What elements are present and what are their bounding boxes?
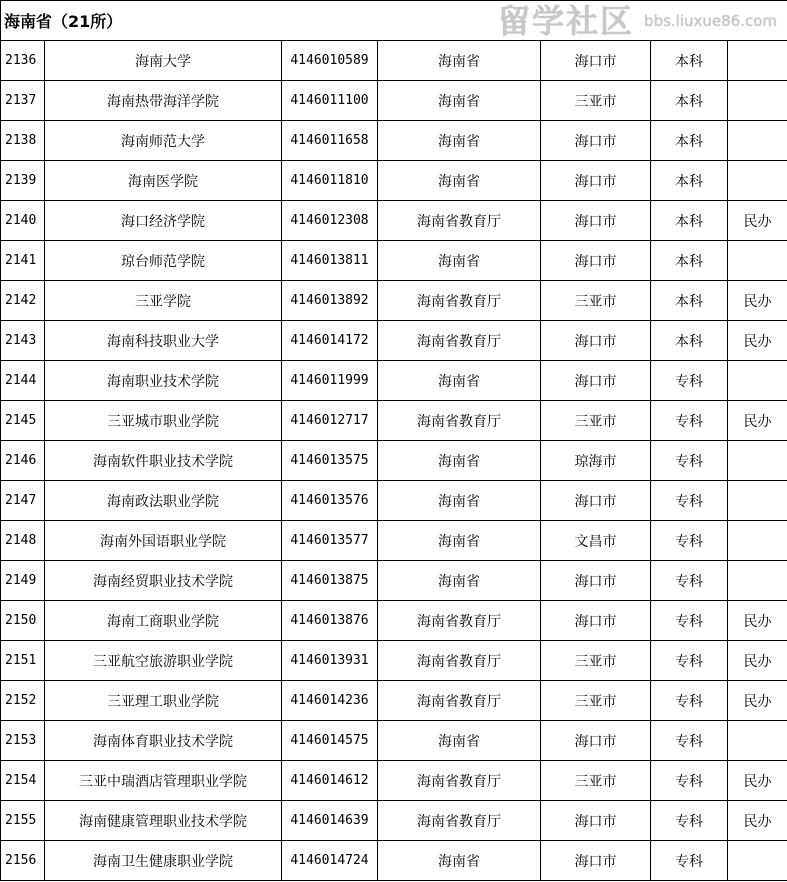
school-name: 海南热带海洋学院 <box>45 81 282 121</box>
table-row <box>1 321 787 361</box>
row-number: 2155 <box>1 801 45 841</box>
remark <box>728 441 787 481</box>
title-wrap <box>4 1 787 40</box>
row-number: 2142 <box>1 281 45 321</box>
table-row <box>1 561 787 601</box>
school-name: 三亚城市职业学院 <box>45 401 282 441</box>
school-name: 海南体育职业技术学院 <box>45 721 282 761</box>
level: 专科 <box>651 801 728 841</box>
school-code: 4146014575 <box>282 721 378 761</box>
authority: 海南省 <box>378 521 541 561</box>
level: 本科 <box>651 281 728 321</box>
authority: 海南省 <box>378 361 541 401</box>
remark <box>728 481 787 521</box>
remark <box>728 161 787 201</box>
remark: 民办 <box>728 281 787 321</box>
level: 专科 <box>651 721 728 761</box>
level: 专科 <box>651 401 728 441</box>
school-code: 4146014612 <box>282 761 378 801</box>
school-name: 海南师范大学 <box>45 121 282 161</box>
watermark-url: bbs.liuxue86.com <box>644 11 778 30</box>
remark <box>728 361 787 401</box>
level: 专科 <box>651 641 728 681</box>
row-number: 2144 <box>1 361 45 401</box>
authority: 海南省教育厅 <box>378 321 541 361</box>
table-row <box>1 841 787 881</box>
location: 海口市 <box>541 481 651 521</box>
row-number: 2138 <box>1 121 45 161</box>
section-title: 海南省（21所） <box>4 12 123 31</box>
row-number: 2146 <box>1 441 45 481</box>
location: 海口市 <box>541 41 651 81</box>
row-number: 2149 <box>1 561 45 601</box>
remark <box>728 561 787 601</box>
authority: 海南省 <box>378 441 541 481</box>
remark: 民办 <box>728 641 787 681</box>
location: 海口市 <box>541 561 651 601</box>
school-code: 4146011810 <box>282 161 378 201</box>
school-code: 4146013575 <box>282 441 378 481</box>
location: 海口市 <box>541 801 651 841</box>
row-number: 2151 <box>1 641 45 681</box>
school-name: 海南卫生健康职业学院 <box>45 841 282 881</box>
row-number: 2148 <box>1 521 45 561</box>
watermark-text: 留学社区 <box>498 1 635 40</box>
location: 三亚市 <box>541 281 651 321</box>
table-row <box>1 641 787 681</box>
authority: 海南省 <box>378 481 541 521</box>
table-row <box>1 481 787 521</box>
remark <box>728 241 787 281</box>
row-number: 2136 <box>1 41 45 81</box>
remark <box>728 841 787 881</box>
school-code: 4146013892 <box>282 281 378 321</box>
remark <box>728 41 787 81</box>
table-row <box>1 161 787 201</box>
location: 三亚市 <box>541 681 651 721</box>
remark: 民办 <box>728 601 787 641</box>
school-code: 4146013875 <box>282 561 378 601</box>
remark: 民办 <box>728 401 787 441</box>
location: 海口市 <box>541 201 651 241</box>
location: 海口市 <box>541 721 651 761</box>
level: 专科 <box>651 441 728 481</box>
remark: 民办 <box>728 681 787 721</box>
remark: 民办 <box>728 761 787 801</box>
table-row <box>1 521 787 561</box>
level: 本科 <box>651 321 728 361</box>
school-code: 4146012308 <box>282 201 378 241</box>
location: 三亚市 <box>541 761 651 801</box>
row-number: 2153 <box>1 721 45 761</box>
school-code: 4146014639 <box>282 801 378 841</box>
school-code: 4146011999 <box>282 361 378 401</box>
level: 专科 <box>651 761 728 801</box>
table-row <box>1 41 787 81</box>
row-number: 2141 <box>1 241 45 281</box>
table-row <box>1 201 787 241</box>
row-number: 2139 <box>1 161 45 201</box>
school-name: 海南工商职业学院 <box>45 601 282 641</box>
authority: 海南省教育厅 <box>378 801 541 841</box>
row-number: 2156 <box>1 841 45 881</box>
row-number: 2137 <box>1 81 45 121</box>
school-code: 4146013931 <box>282 641 378 681</box>
authority: 海南省 <box>378 561 541 601</box>
authority: 海南省 <box>378 241 541 281</box>
row-number: 2143 <box>1 321 45 361</box>
table-row <box>1 361 787 401</box>
school-name: 海南健康管理职业技术学院 <box>45 801 282 841</box>
authority: 海南省教育厅 <box>378 281 541 321</box>
school-name: 三亚中瑞酒店管理职业学院 <box>45 761 282 801</box>
authority: 海南省教育厅 <box>378 401 541 441</box>
level: 本科 <box>651 241 728 281</box>
row-number: 2150 <box>1 601 45 641</box>
table-row <box>1 441 787 481</box>
remark <box>728 521 787 561</box>
remark: 民办 <box>728 801 787 841</box>
level: 专科 <box>651 361 728 401</box>
section-title-row <box>1 1 787 41</box>
remark <box>728 121 787 161</box>
level: 专科 <box>651 841 728 881</box>
school-code: 4146014172 <box>282 321 378 361</box>
row-number: 2145 <box>1 401 45 441</box>
school-code: 4146011100 <box>282 81 378 121</box>
remark: 民办 <box>728 321 787 361</box>
table-row <box>1 401 787 441</box>
authority: 海南省 <box>378 41 541 81</box>
authority: 海南省教育厅 <box>378 761 541 801</box>
school-name: 琼台师范学院 <box>45 241 282 281</box>
level: 专科 <box>651 601 728 641</box>
location: 三亚市 <box>541 401 651 441</box>
remark: 民办 <box>728 201 787 241</box>
authority: 海南省教育厅 <box>378 201 541 241</box>
table-row <box>1 281 787 321</box>
school-code: 4146014236 <box>282 681 378 721</box>
level: 本科 <box>651 41 728 81</box>
location: 海口市 <box>541 601 651 641</box>
row-number: 2154 <box>1 761 45 801</box>
school-name: 三亚航空旅游职业学院 <box>45 641 282 681</box>
location: 琼海市 <box>541 441 651 481</box>
location: 海口市 <box>541 161 651 201</box>
authority: 海南省教育厅 <box>378 641 541 681</box>
school-name: 海南医学院 <box>45 161 282 201</box>
location: 文昌市 <box>541 521 651 561</box>
level: 本科 <box>651 81 728 121</box>
school-name: 海南经贸职业技术学院 <box>45 561 282 601</box>
location: 海口市 <box>541 361 651 401</box>
school-code: 4146013811 <box>282 241 378 281</box>
location: 海口市 <box>541 841 651 881</box>
level: 专科 <box>651 521 728 561</box>
level: 本科 <box>651 121 728 161</box>
level: 专科 <box>651 561 728 601</box>
location: 海口市 <box>541 121 651 161</box>
row-number: 2152 <box>1 681 45 721</box>
authority: 海南省教育厅 <box>378 681 541 721</box>
school-name: 海南软件职业技术学院 <box>45 441 282 481</box>
school-name: 海南科技职业大学 <box>45 321 282 361</box>
school-name: 海南政法职业学院 <box>45 481 282 521</box>
school-name: 海南外国语职业学院 <box>45 521 282 561</box>
school-code: 4146013577 <box>282 521 378 561</box>
school-name: 海南职业技术学院 <box>45 361 282 401</box>
school-code: 4146014724 <box>282 841 378 881</box>
table-row <box>1 721 787 761</box>
authority: 海南省 <box>378 81 541 121</box>
table-row <box>1 121 787 161</box>
authority: 海南省教育厅 <box>378 601 541 641</box>
school-code: 4146013876 <box>282 601 378 641</box>
authority: 海南省 <box>378 721 541 761</box>
location: 海口市 <box>541 241 651 281</box>
table-row <box>1 681 787 721</box>
location: 三亚市 <box>541 641 651 681</box>
authority: 海南省 <box>378 161 541 201</box>
school-code: 4146012717 <box>282 401 378 441</box>
location: 海口市 <box>541 321 651 361</box>
table-row <box>1 601 787 641</box>
remark <box>728 81 787 121</box>
table-row <box>1 81 787 121</box>
level: 本科 <box>651 161 728 201</box>
school-name: 三亚学院 <box>45 281 282 321</box>
row-number: 2147 <box>1 481 45 521</box>
level: 本科 <box>651 201 728 241</box>
school-code: 4146010589 <box>282 41 378 81</box>
authority: 海南省 <box>378 121 541 161</box>
school-code: 4146011658 <box>282 121 378 161</box>
table-row <box>1 801 787 841</box>
section-title-cell <box>1 1 787 41</box>
table-row <box>1 761 787 801</box>
authority: 海南省 <box>378 841 541 881</box>
school-name: 海南大学 <box>45 41 282 81</box>
remark <box>728 721 787 761</box>
level: 专科 <box>651 681 728 721</box>
school-code: 4146013576 <box>282 481 378 521</box>
table-row <box>1 241 787 281</box>
watermark <box>498 2 777 40</box>
school-name: 海口经济学院 <box>45 201 282 241</box>
school-name: 三亚理工职业学院 <box>45 681 282 721</box>
level: 专科 <box>651 481 728 521</box>
row-number: 2140 <box>1 201 45 241</box>
location: 三亚市 <box>541 81 651 121</box>
